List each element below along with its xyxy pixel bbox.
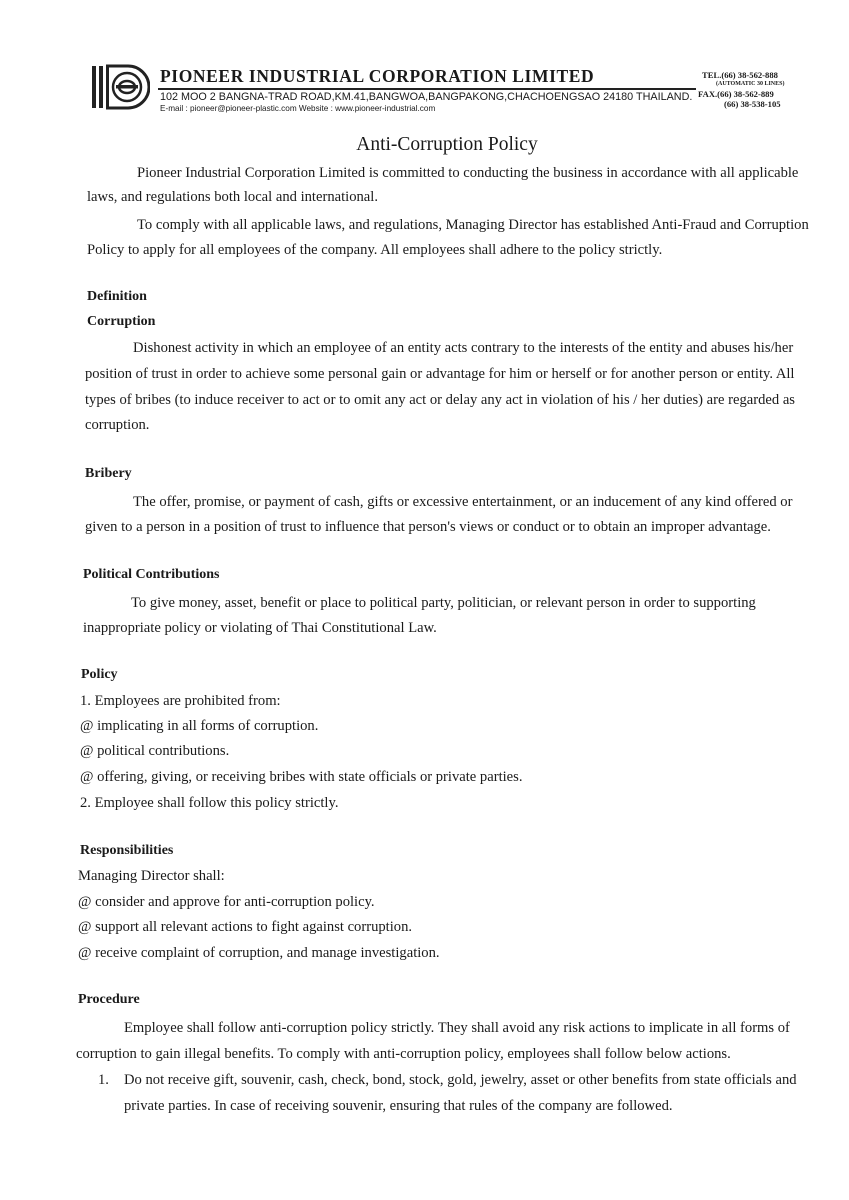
telephone-note: (AUTOMATIC 30 LINES) [716,81,785,87]
responsibilities-item: @ receive complaint of corruption, and manage investigation. [78,945,440,961]
corruption-line-3: types of bribes (to induce receiver to act or to omit any act or delay any act in violation of his / her duties) are regarded as [85,392,795,408]
procedure-item-1-line-1: Do not receive gift, souvenir, cash, check, bond, stock, gold, jewelry, asset or other benefits from state officials and [124,1072,797,1088]
corruption-line-2: position of trust in order to achieve some personal gain or advantage for him or herself or for another person or entity. All [85,366,795,382]
header-divider [158,88,696,90]
fax-number: FAX.(66) 38-562-889 [698,89,774,99]
responsibilities-heading: Responsibilities [80,843,174,858]
fax-number-2: (66) 38-538-105 [724,99,781,109]
procedure-heading: Procedure [78,992,140,1007]
corruption-line-4: corruption. [85,417,150,433]
procedure-line-2: corruption to gain illegal benefits. To comply with anti-corruption policy, employees shall follow below actions. [76,1046,731,1062]
company-email-website: E-mail : pioneer@pioneer-plastic.com Website : www.pioneer-industrial.com [160,104,436,113]
procedure-line-1: Employee shall follow anti-corruption policy strictly. They shall avoid any risk actions to implicate in all forms of [124,1020,790,1036]
responsibilities-item: Managing Director shall: [78,868,225,884]
procedure-item-number: 1. [98,1072,109,1088]
corruption-heading: Corruption [87,314,156,329]
document-title: Anti-Corruption Policy [356,134,538,155]
responsibilities-item: @ support all relevant actions to fight against corruption. [78,919,413,935]
bribery-heading: Bribery [85,466,132,481]
policy-item: @ offering, giving, or receiving bribes with state officials or private parties. [80,769,523,785]
policy-item: @ political contributions. [80,743,230,759]
intro-paragraph-2-line-1: To comply with all applicable laws, and regulations, Managing Director has established Anti-Fraud and Corruption [137,217,809,233]
political-contributions-line-2: inappropriate policy or violating of Thai Constitutional Law. [83,620,437,636]
policy-item: @ implicating in all forms of corruption. [80,718,319,734]
company-address: 102 MOO 2 BANGNA-TRAD ROAD,KM.41,BANGWOA,BANGPAKONG,CHACHOENGSAO 24180 THAILAND. [160,91,693,103]
intro-paragraph-1-line-1: Pioneer Industrial Corporation Limited is committed to conducting the business in accordance with all applicable [137,165,799,181]
political-contributions-heading: Political Contributions [83,567,220,582]
procedure-item-1-line-2: private parties. In case of receiving souvenir, ensuring that rules of the company are followed. [124,1098,673,1114]
policy-item: 2. Employee shall follow this policy strictly. [80,795,339,811]
company-name: PIONEER INDUSTRIAL CORPORATION LIMITED [160,66,595,86]
responsibilities-item: @ consider and approve for anti-corruption policy. [78,894,375,910]
intro-paragraph-1-line-2: laws, and regulations both local and international. [87,189,378,205]
bribery-line-1: The offer, promise, or payment of cash, gifts or excessive entertainment, or an inducement of any kind offered or [133,494,793,510]
company-logo-icon [90,64,150,110]
corruption-line-1: Dishonest activity in which an employee of an entity acts contrary to the interests of the entity and abuses his/her [133,340,794,356]
policy-heading: Policy [81,667,118,682]
intro-paragraph-2-line-2: Policy to apply for all employees of the company. All employees shall adhere to the policy strictly. [87,242,663,258]
telephone-number: TEL.(66) 38-562-888 [702,70,778,80]
bribery-line-2: given to a person in a position of trust to influence that person's views or conduct or to obtain an improper advantage. [85,519,771,535]
policy-item: 1. Employees are prohibited from: [80,693,281,709]
political-contributions-line-1: To give money, asset, benefit or place to political party, politician, or relevant person in order to supporting [131,595,756,611]
definition-heading: Definition [87,289,147,304]
